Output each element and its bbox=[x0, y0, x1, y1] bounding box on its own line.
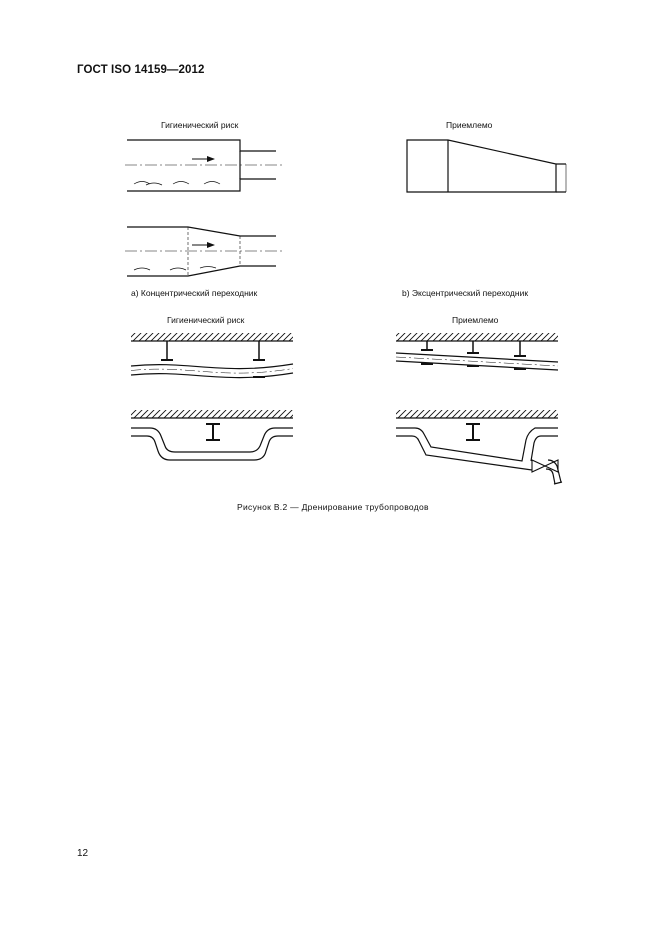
u-trap-pipe bbox=[131, 410, 293, 460]
page-number: 12 bbox=[77, 848, 89, 859]
caption-concentric-reducer: а) Концентрический переходник bbox=[131, 288, 258, 298]
drained-pipe-valve bbox=[396, 410, 562, 484]
label-hygienic-risk-top: Гигиенический риск bbox=[161, 120, 239, 130]
figure-caption: Рисунок В.2 — Дренирование трубопроводов bbox=[237, 502, 429, 512]
document-header: ГОСТ ISO 14159—2012 bbox=[77, 64, 205, 76]
label-hygienic-risk-bottom: Гигиенический риск bbox=[167, 315, 245, 325]
caption-eccentric-reducer: b) Эксцентрический переходник bbox=[402, 288, 529, 298]
label-acceptable-bottom: Приемлемо bbox=[452, 315, 499, 325]
sloped-pipe-supports bbox=[396, 333, 558, 370]
sagging-pipe-supports bbox=[131, 333, 293, 378]
label-acceptable-top: Приемлемо bbox=[446, 120, 493, 130]
eccentric-reducer bbox=[407, 140, 566, 192]
concentric-reducer-tapered bbox=[125, 227, 282, 276]
concentric-reducer-stepped bbox=[125, 140, 282, 191]
